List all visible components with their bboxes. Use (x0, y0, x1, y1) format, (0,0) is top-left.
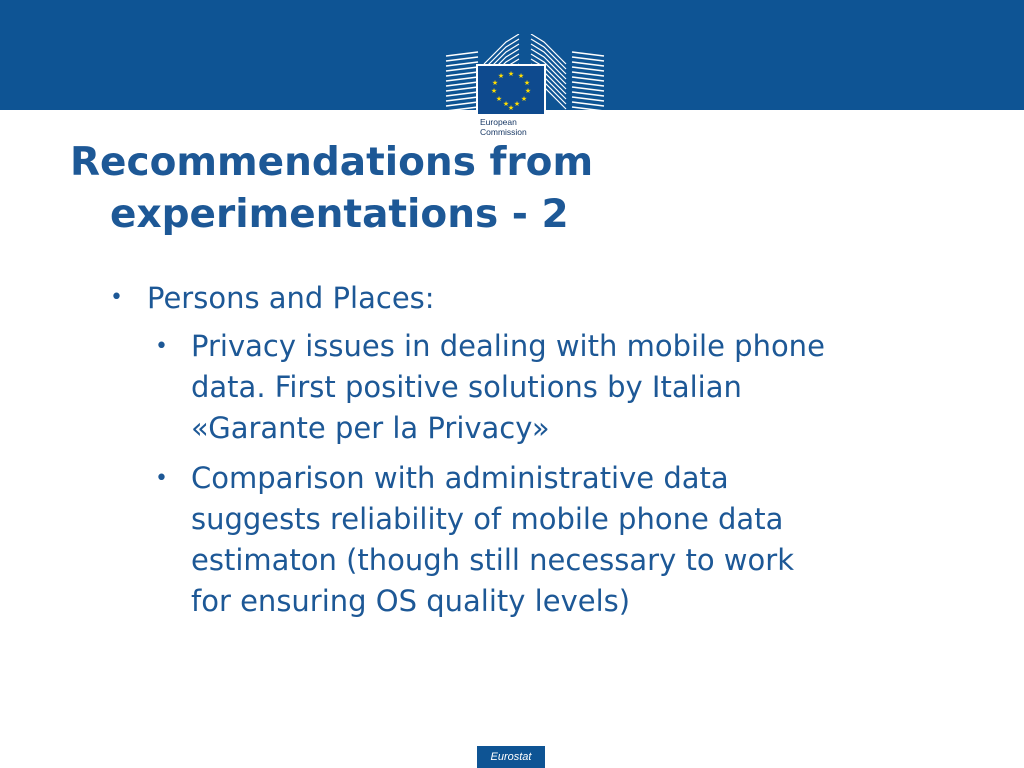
svg-text:★: ★ (520, 95, 528, 103)
bullet-dot-icon: • (110, 285, 123, 310)
bullet-dot-icon: • (155, 334, 168, 359)
svg-text:★: ★ (517, 72, 525, 80)
slide-body (110, 278, 990, 631)
title-line-2: experimentations - 2 (110, 192, 569, 237)
sub-bullet-line: estimaton (though still necessary to work (191, 543, 794, 577)
bullet-persons-and-places (110, 278, 990, 318)
svg-text:★: ★ (490, 87, 498, 95)
sub-bullet-line: «Garante per la Privacy» (191, 411, 550, 445)
eurostat-badge: Eurostat (477, 746, 545, 768)
bullet-dot-icon: • (155, 466, 168, 491)
svg-text:★: ★ (497, 72, 505, 80)
logo-line-1: European (480, 117, 517, 127)
svg-text:★: ★ (513, 100, 521, 108)
sub-bullet-list (110, 326, 990, 622)
svg-text:★: ★ (523, 79, 531, 87)
sub-bullet-comparison (155, 458, 951, 622)
svg-text:★: ★ (502, 100, 510, 108)
svg-text:★: ★ (524, 87, 532, 95)
sub-bullet-line: Privacy issues in dealing with mobile phone (191, 329, 825, 363)
slide-title (70, 137, 593, 241)
sub-bullet-line: suggests reliability of mobile phone data (191, 502, 784, 536)
svg-text:★: ★ (507, 104, 515, 112)
sub-bullet-line: data. First positive solutions by Italian (191, 370, 742, 404)
sub-bullet-line: Comparison with administrative data (191, 461, 729, 495)
sub-bullet-privacy (155, 326, 951, 449)
bullet-label: Persons and Places: (147, 281, 435, 315)
svg-text:★: ★ (491, 79, 499, 87)
svg-text:★: ★ (495, 95, 503, 103)
sub-bullet-line: for ensuring OS quality levels) (191, 584, 631, 618)
title-line-1: Recommendations from (70, 140, 594, 185)
logo-line-2: Commission (480, 127, 527, 137)
svg-text:★: ★ (507, 70, 515, 78)
